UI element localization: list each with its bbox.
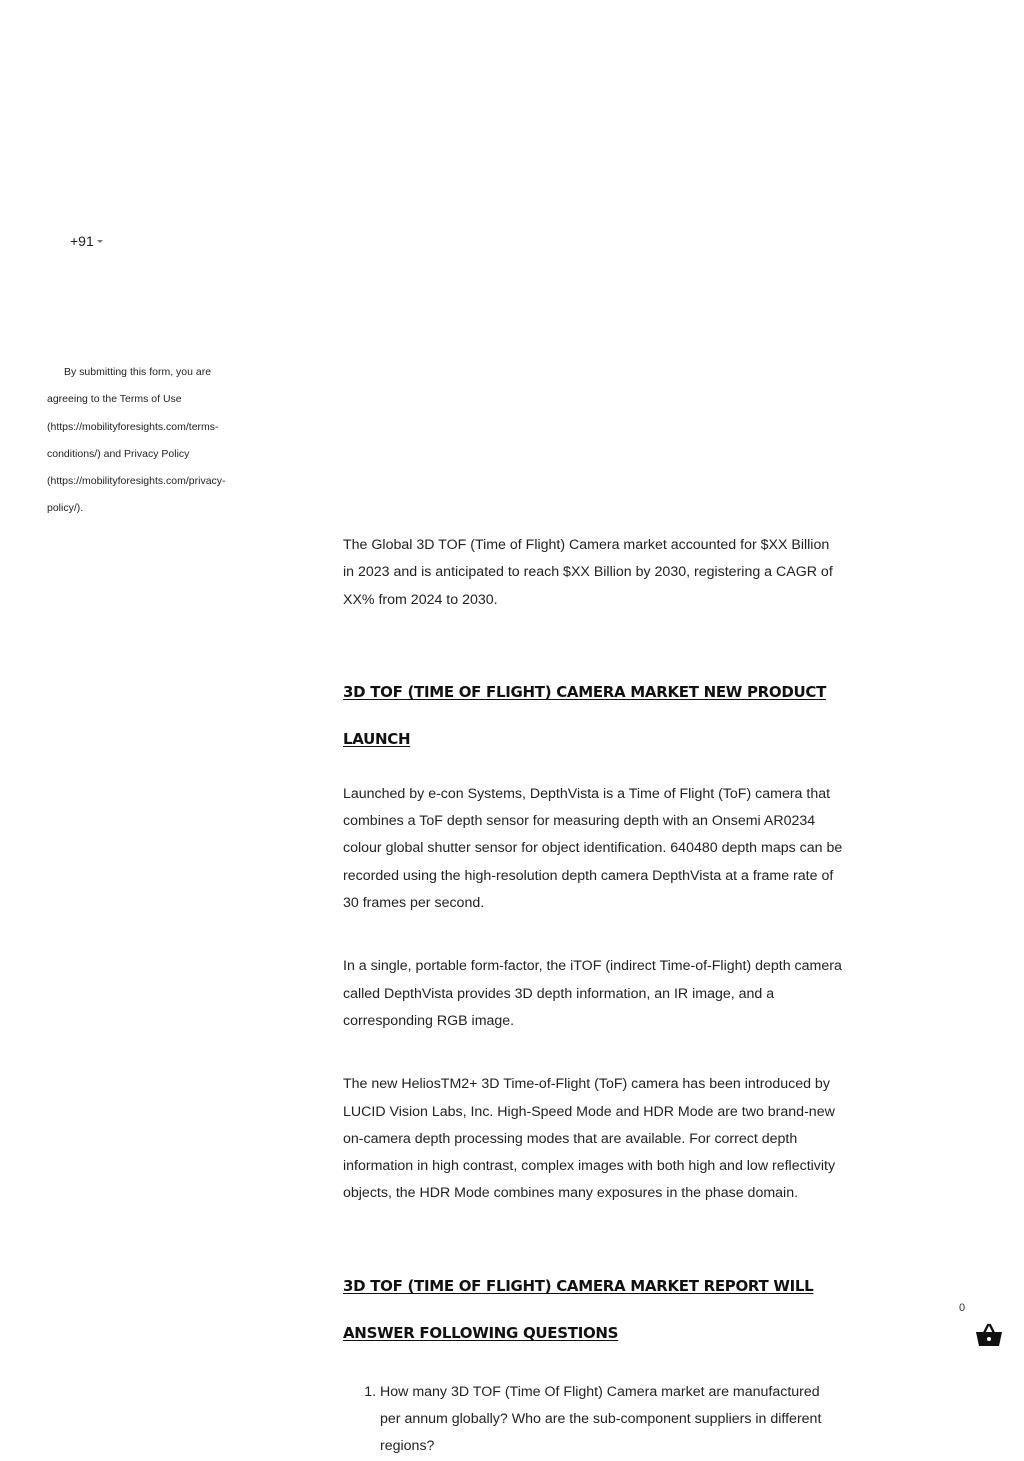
country-code-value: +91: [70, 233, 94, 249]
new-product-launch-heading: 3D TOF (TIME OF FLIGHT) CAMERA MARKET NEW PRODUCT LAUNCH: [343, 682, 827, 748]
market-intro: The Global 3D TOF (Time of Flight) Camera market accounted for $XX Billion in 2023 and is anticipated to reach $XX Billion by 2030, registering a CAGR of XX% from 2024 to 2030.: [343, 537, 833, 608]
basket-icon: [975, 1322, 1003, 1348]
report-questions-heading: 3D TOF (TIME OF FLIGHT) CAMERA MARKET REPORT WILL ANSWER FOLLOWING QUESTIONS: [343, 1276, 814, 1342]
launch-paragraph: In a single, portable form-factor, the iTOF (indirect Time-of-Flight) depth camera called DepthVista provides 3D depth information, an IR image, and a corresponding RGB image.: [343, 958, 842, 1029]
questions-list: [343, 1379, 843, 1461]
cart-count-badge: 0: [959, 1302, 966, 1314]
launch-paragraph: Launched by e-con Systems, DepthVista is a Time of Flight (ToF) camera that combines a ToF depth sensor for measuring depth with an Onsemi AR0234 colour global shutter sensor for object identification. 640480 depth maps can be recorded using the high-resolution depth camera DepthVista at a frame rate of 30 frames per second.: [343, 785, 843, 912]
chevron-down-icon: [97, 240, 103, 243]
launch-paragraph: The new HeliosTM2+ 3D Time-of-Flight (ToF) camera has been introduced by LUCID Vision Labs, Inc. High-Speed Mode and HDR Mode are two brand-new on-camera depth processing modes that are available. For correct depth information in high contrast, complex images with both high and low reflectivity objects, the HDR Mode combines many exposures in the phase domain.: [343, 1076, 836, 1202]
list-item: 1. How many 3D TOF (Time Of Flight) Camera market are manufactured per annum globally? Who are the sub-component suppliers in different regions?: [380, 1379, 843, 1461]
country-code-selector[interactable]: [70, 232, 103, 250]
article-content: [343, 532, 843, 1461]
cart-button[interactable]: [959, 1300, 1006, 1352]
form-consent-text: By submitting this form, you are agreeing to the Terms of Use (https://mobilityforesights.com/terms-conditions/) and Privacy Policy (https://mobilityforesights.com/privacy-policy/).: [47, 366, 226, 515]
